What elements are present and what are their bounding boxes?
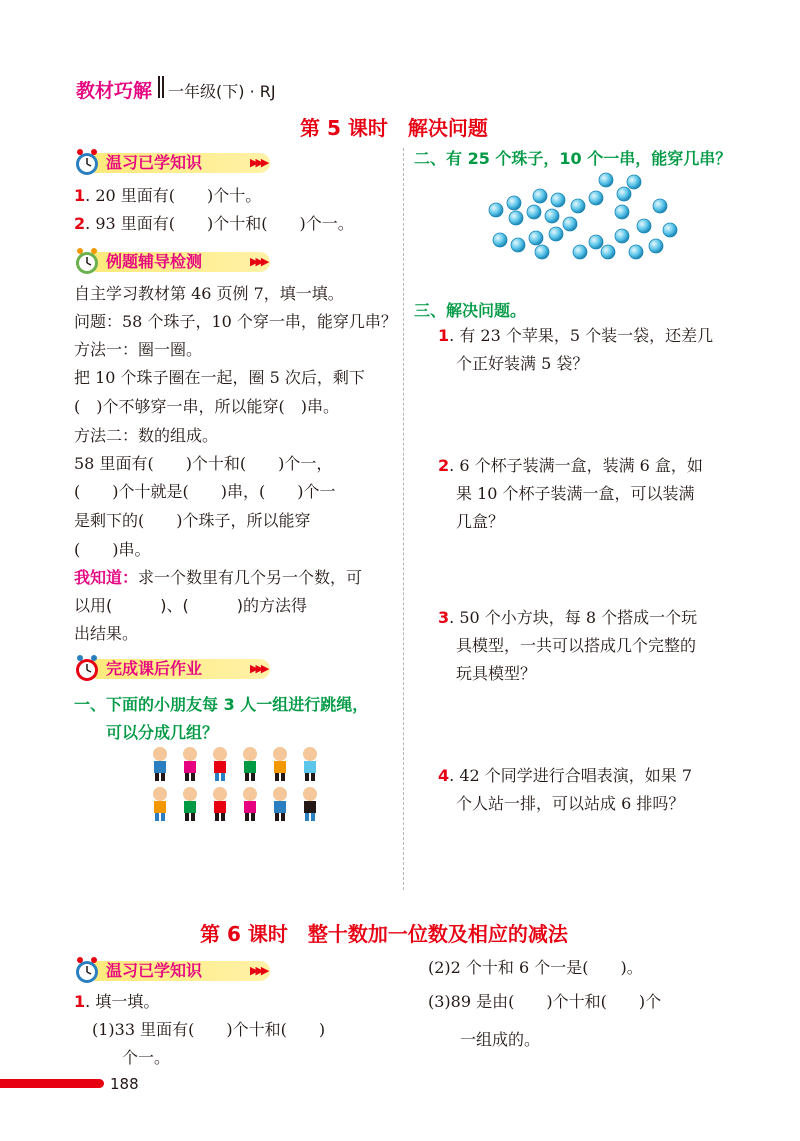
review-section-tag <box>74 958 274 984</box>
homework-2-title: 二、有 25 个珠子，10 个一串，能穿几串？ <box>414 149 732 168</box>
homework-section-tag <box>74 656 274 682</box>
homework-1-line1: 一、下面的小朋友每 3 人一组进行跳绳， <box>74 695 369 714</box>
beads-illustration <box>484 170 684 266</box>
review-tag-label: 温习已学知识 <box>106 961 203 980</box>
example-line: 问题：58 个珠子，10 个穿一串，能穿几串？ <box>74 312 397 331</box>
arrows-icon: ▶▶▶ <box>250 662 267 675</box>
arrows-icon: ▶▶▶ <box>250 964 267 977</box>
problem-3-line1: 3. 50 个小方块，每 8 个搭成一个玩 <box>438 608 698 627</box>
column-divider <box>403 148 404 890</box>
alarm-clock-icon <box>74 653 100 683</box>
example-line: ( )串。 <box>74 540 151 559</box>
child-figure <box>153 787 317 821</box>
know-note-line1: 我知道：求一个数里有几个另一个数，可 <box>74 568 363 587</box>
arrows-icon: ▶▶▶ <box>250 255 267 268</box>
problem-2-line2: 果 10 个杯子装满一盒，可以装满 <box>456 484 695 503</box>
alarm-clock-icon <box>74 955 100 985</box>
page-footer-bar <box>0 1079 104 1088</box>
example-section-tag <box>74 249 274 275</box>
know-label: 我知道： <box>74 568 139 587</box>
page-number: 188 <box>110 1075 139 1093</box>
example-line: 58 里面有( )个十和( )个一， <box>74 454 333 473</box>
lesson6-question-1-3: (3)89 是由( )个十和( )个 <box>428 992 662 1011</box>
example-line: ( )个十就是( )串，( )个一 <box>74 482 336 501</box>
homework-1-line2: 可以分成几组？ <box>106 723 219 742</box>
example-line: 自主学习教材第 46 页例 7，填一填。 <box>74 284 344 303</box>
problem-1-line2: 个正好装满 5 袋？ <box>456 354 589 373</box>
arrows-icon: ▶▶▶ <box>250 156 267 169</box>
problem-4-line2: 个人站一排，可以站成 6 排吗？ <box>456 794 685 813</box>
homework-tag-label: 完成课后作业 <box>106 659 203 678</box>
book-grade-label: 一年级(下) · RJ <box>168 82 276 101</box>
problem-3-line3: 玩具模型？ <box>456 664 537 683</box>
example-tag-label: 例题辅导检测 <box>106 252 203 271</box>
problem-1-line1: 1. 有 23 个苹果，5 个装一袋，还差几 <box>438 326 714 345</box>
child-figure <box>153 747 317 781</box>
alarm-clock-icon <box>74 147 100 177</box>
alarm-clock-icon <box>74 246 100 276</box>
know-note-line3: 出结果。 <box>74 624 139 643</box>
review-tag-label: 温习已学知识 <box>106 153 203 172</box>
children-illustration <box>148 744 348 824</box>
example-line: 方法一：圈一圈。 <box>74 340 203 359</box>
lesson5-title: 第 5 课时 解决问题 <box>300 116 488 140</box>
lesson6-question-1-1: (1)33 里面有( )个十和( ) <box>92 1020 326 1039</box>
lesson6-title: 第 6 课时 整十数加一位数及相应的减法 <box>200 922 568 946</box>
example-line: 方法二：数的组成。 <box>74 426 219 445</box>
lesson6-question-1-3-cont: 一组成的。 <box>460 1030 541 1049</box>
header-divider <box>158 76 164 98</box>
homework-3-title: 三、解决问题。 <box>414 301 527 320</box>
example-line: 是剩下的( )个珠子，所以能穿 <box>74 511 311 530</box>
lesson6-question-1: 1. 填一填。 <box>74 992 160 1011</box>
problem-4-line1: 4. 42 个同学进行合唱表演，如果 7 <box>438 766 693 785</box>
know-note-line2: 以用( )、( )的方法得 <box>74 596 307 615</box>
problem-3-line2: 具模型，一共可以搭成几个完整的 <box>456 636 697 655</box>
review-question-1: 1. 20 里面有( )个十。 <box>74 186 262 205</box>
lesson6-question-1-1-cont: 个一。 <box>122 1048 171 1067</box>
book-brand: 教材巧解 <box>76 80 153 102</box>
lesson6-question-1-2: (2)2 个十和 6 个一是( )。 <box>428 958 643 977</box>
example-line: 把 10 个珠子圈在一起，圈 5 次后，剩下 <box>74 368 365 387</box>
example-line: ( )个不够穿一串，所以能穿( )串。 <box>74 397 339 416</box>
review-section-tag <box>74 150 274 176</box>
problem-2-line1: 2. 6 个杯子装满一盒，装满 6 盒，如 <box>438 456 703 475</box>
problem-2-line3: 几盒？ <box>456 512 505 531</box>
review-question-2: 2. 93 里面有( )个十和( )个一。 <box>74 214 354 233</box>
